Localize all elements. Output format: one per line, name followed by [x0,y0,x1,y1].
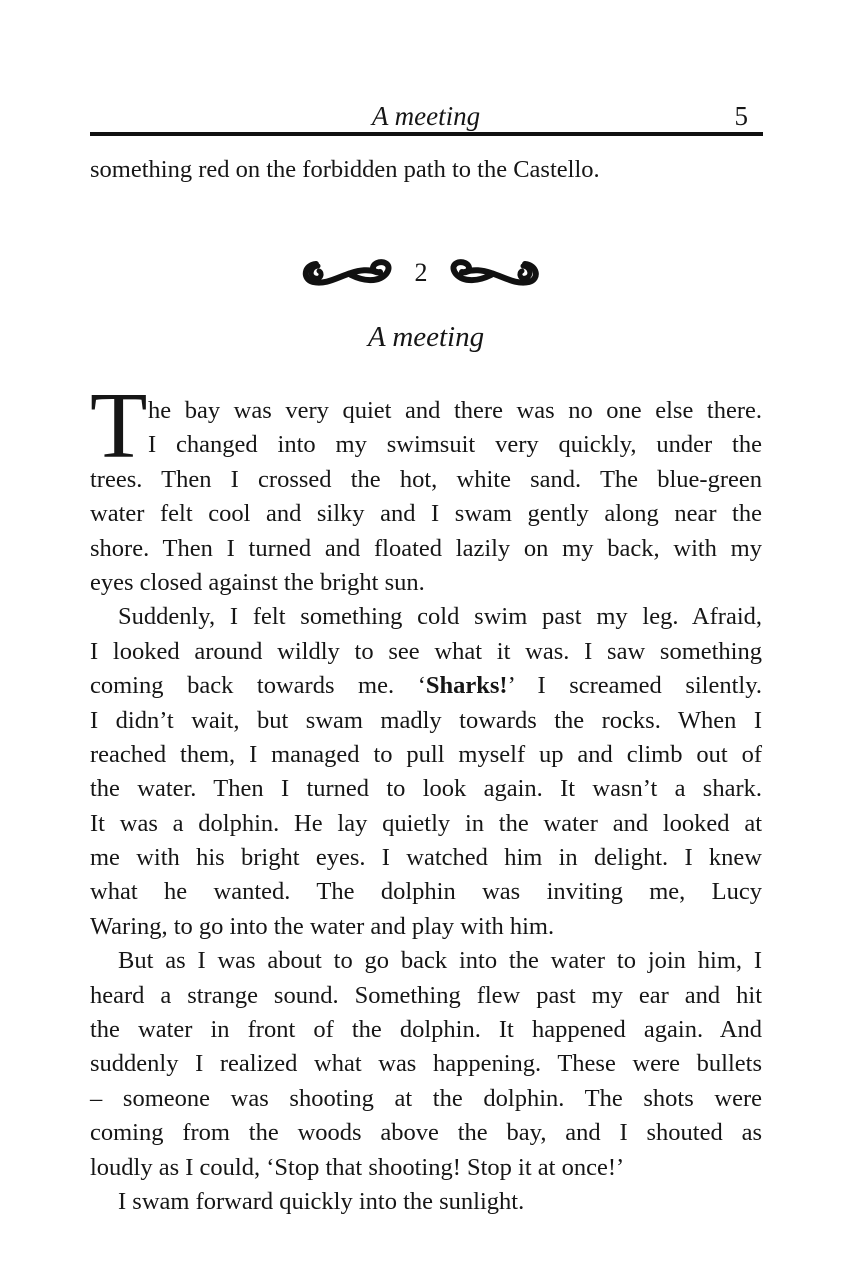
text-line: what he wanted. The dolphin was inviting me, Lucy [90,878,762,906]
text-line: the water. Then I turned to look again. It wasn’t a shark. [90,775,762,803]
text-line [90,669,762,703]
text-line: Waring, to go into the water and play with him. [90,912,555,940]
chapter-body [90,394,762,1219]
paragraph-1 [90,394,762,600]
page-number: 5 [734,101,748,131]
line-fragment: ’ I screamed silently. [507,672,762,700]
running-header [90,98,762,134]
text-line: I swam forward quickly into the sunlight. [118,1187,525,1215]
text-line: trees. Then I crossed the hot, white sand. The blue-green [90,465,762,493]
text-line: shore. Then I turned and floated lazily on my back, with my [90,534,762,562]
text-line: coming from the woods above the bay, and I shouted as [90,1119,762,1147]
line-fragment: coming back towards me. ‘ [90,672,426,700]
scroll-ornament-left-icon [296,256,400,290]
scroll-ornament-right-icon [442,256,546,290]
text-line: something red on the forbidden path to the Castello. [90,156,600,183]
header-rule [90,132,763,136]
text-line: It was a dolphin. He lay quietly in the water and looked at [90,809,762,837]
text-line: But as I was about to go back into the water to join him, I [118,947,762,975]
text-line: – someone was shooting at the dolphin. The shots were [90,1084,762,1112]
paragraph-2 [90,600,762,944]
text-line: I looked around wildly to see what it was. I saw something [90,637,762,665]
chapter-marker [296,252,546,294]
paragraph-4 [90,1185,762,1219]
text-line: eyes closed against the bright sun. [90,568,425,596]
chapter-title: A meeting [367,321,485,353]
text-line: loudly as I could, ‘Stop that shooting! Stop it at once!’ [90,1153,625,1181]
chapter-number: 2 [414,258,428,287]
paragraph-3 [90,944,762,1185]
previous-chapter-ending [90,153,762,187]
text-line: I changed into my swimsuit very quickly, under the [148,431,762,459]
text-line: I didn’t wait, but swam madly towards the rocks. When I [90,706,762,734]
drop-cap: T [90,374,148,478]
text-line: Suddenly, I felt something cold swim past my leg. Afraid, [118,603,762,631]
text-line: water felt cool and silky and I swam gently along near the [90,500,762,528]
text-line: suddenly I realized what was happening. These were bullets [90,1050,762,1078]
text-line: reached them, I managed to pull myself up and climb out of [90,740,762,768]
text-line: me with his bright eyes. I watched him in delight. I knew [90,844,762,872]
text-line: he bay was very quiet and there was no one else there. [148,397,762,424]
running-title: A meeting [371,101,481,131]
text-line: heard a strange sound. Something flew past my ear and hit [90,981,762,1009]
text-line: the water in front of the dolphin. It happened again. And [90,1016,762,1044]
emphasized-word: Sharks! [425,672,508,700]
